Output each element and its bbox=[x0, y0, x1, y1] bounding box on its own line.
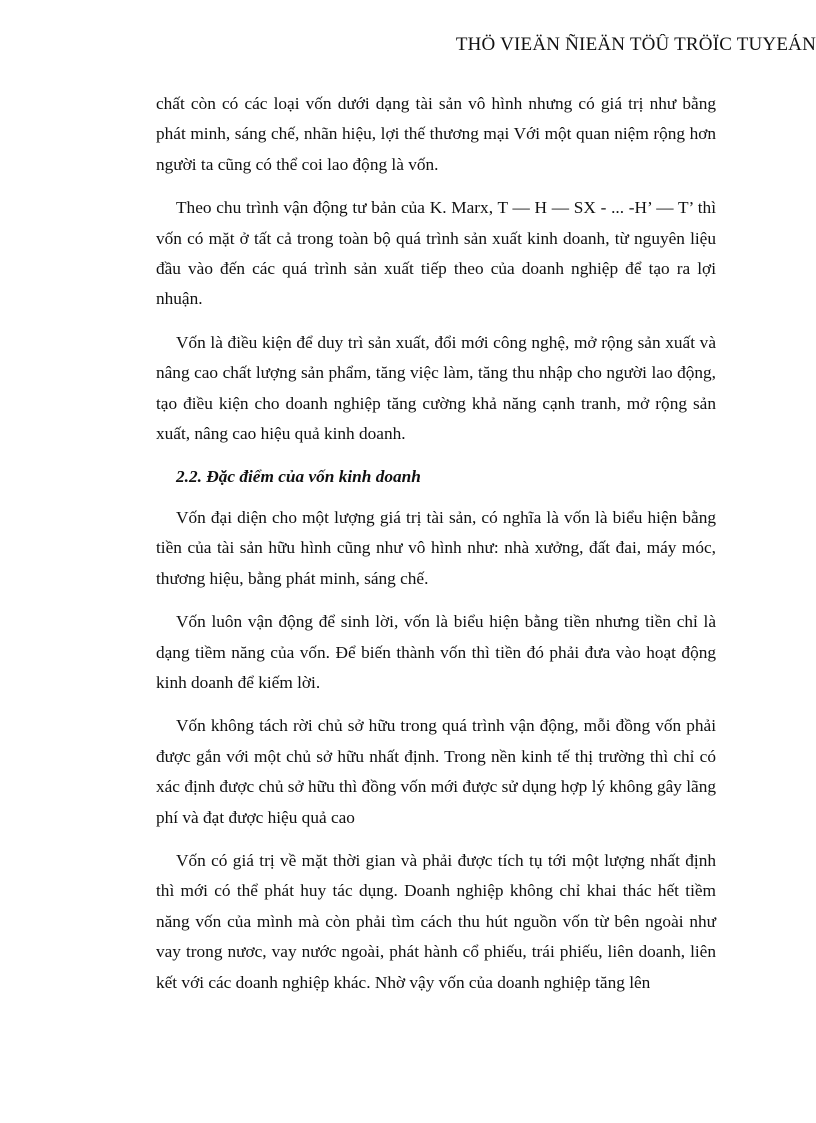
paragraph-ownership: Vốn không tách rời chủ sở hữu trong quá trình vận động, mỗi đồng vốn phải được gắn với một chủ sở hữu nhất định. Trong nền kinh tế thị trường thì chỉ có xác định được chủ sở hữu thì đồng vốn mới được sử dụng hợp lý không gây lãng phí và đạt được hiệu quả cao bbox=[156, 716, 716, 827]
page-header: THÖ VIEÄN ÑIEÄN TÖÛ TRÖÏC TUYEÁN bbox=[455, 34, 816, 55]
paragraph-time-value: Vốn có giá trị về mặt thời gian và phải được tích tụ tới một lượng nhất định thì mới có thể phát huy tác dụng. Doanh nghiệp không chỉ khai thác hết tiềm năng vốn của mình mà còn phải tìm cách thu hút nguồn vốn từ bên ngoài như vay trong nươc, vay nước ngoài, phát hành cổ phiếu, trái phiếu, liên doanh, liên kết với các doanh nghiệp khác. Nhờ vậy vốn của doanh nghiệp tăng lên bbox=[156, 850, 716, 992]
document-body bbox=[156, 89, 716, 1011]
paragraph-profit-motion: Vốn luôn vận động để sinh lời, vốn là biểu hiện bằng tiền nhưng tiền chỉ là dạng tiềm năng của vốn. Để biến thành vốn thì tiền đó phải đưa vào hoạt động kinh doanh để kiếm lời. bbox=[156, 612, 716, 692]
paragraph-capital-intangible: chất còn có các loại vốn dưới dạng tài sản vô hình nhưng có giá trị như bằng phát minh, sáng chế, nhãn hiệu, lợi thế thương mại Với một quan niệm rộng hơn người ta cũng có thể coi lao động là vốn. bbox=[156, 94, 716, 174]
paragraph-capital-role: Vốn là điều kiện để duy trì sản xuất, đổi mới công nghệ, mở rộng sản xuất và nâng cao chất lượng sản phẩm, tăng việc làm, tăng thu nhập cho người lao động, tạo điều kiện cho doanh nghiệp tăng cường khả năng cạnh tranh, mở rộng sản xuất, nâng cao hiệu quả kinh doanh. bbox=[156, 332, 716, 444]
paragraph-value-representation: Vốn đại diện cho một lượng giá trị tài sản, có nghĩa là vốn là biểu hiện bằng tiền của tài sản hữu hình cũng như vô hình như: nhà xưởng, đất đai, máy móc, thương hiệu, bằng phát minh, sáng chế. bbox=[156, 507, 716, 588]
section-heading: 2.2. Đặc điểm của vốn kinh doanh bbox=[176, 467, 421, 487]
paragraph-marx-cycle: Theo chu trình vận động tư bản của K. Marx, T — H — SX - ... -H’ — T’ thì vốn có mặt ở tất cả trong toàn bộ quá trình sản xuất kinh doanh, từ nguyên liệu đầu vào đến các quá trình sản xuất tiếp theo của doanh nghiệp để tạo ra lợi nhuận. bbox=[156, 198, 716, 309]
